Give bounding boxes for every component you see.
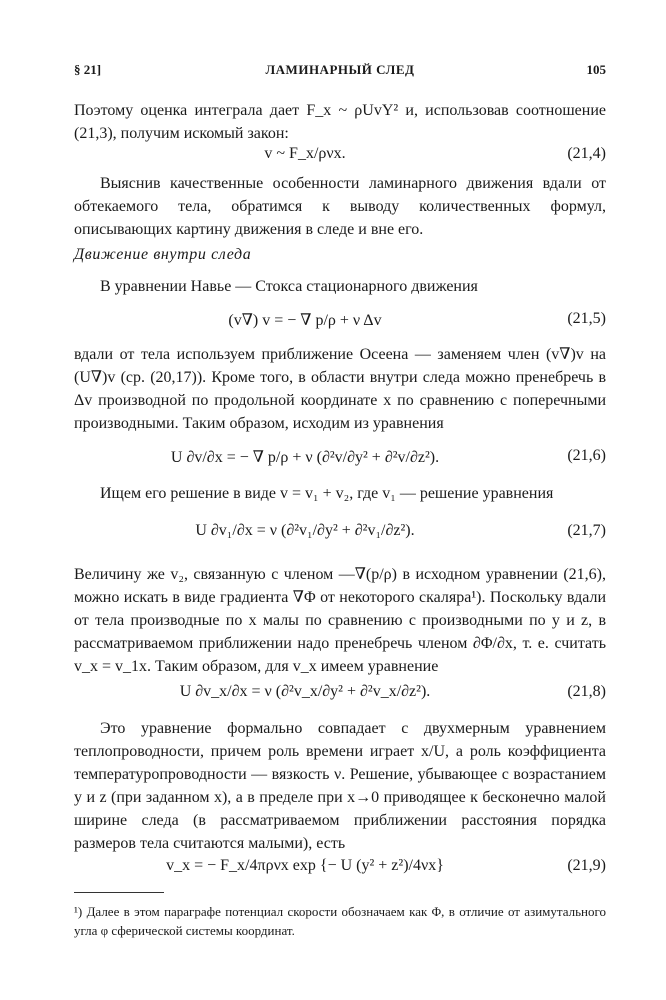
footnote-rule — [74, 892, 164, 893]
equation-21-9 — [74, 857, 606, 887]
equation-number: (21,5) — [567, 310, 606, 327]
equation-body: U ∂v/∂x = − ∇ p/ρ + ν (∂²v/∂y² + ∂²v/∂z²). — [170, 449, 440, 466]
footnote: ¹) Далее в этом параграфе потенциал скорости обозначаем как Φ, в отличие от азимутального угла φ сферической системы координат. — [74, 904, 606, 938]
paragraph-1: Поэтому оценка интеграла дает F_x ~ ρUvY² и, использовав соотношение (21,3), получим искомый закон: — [74, 102, 606, 142]
subheading: Движение внутри следа — [74, 246, 252, 263]
equation-number: (21,7) — [567, 522, 606, 539]
equation-body: U ∂v_x/∂x = ν (∂²v_x/∂y² + ∂²v_x/∂z²). — [179, 683, 431, 700]
running-title: ЛАМИНАРНЫЙ СЛЕД — [265, 62, 415, 77]
section-marker: § 21] — [74, 62, 102, 77]
page-number: 105 — [586, 62, 606, 77]
equation-21-4 — [74, 145, 606, 175]
paragraph-3: В уравнении Навье — Стокса стационарного движения — [100, 278, 478, 295]
paragraph-2: Выяснив качественные особенности ламинарного движения вдали от обтекаемого тела, обратимся к выводу количественных формул, описывающих картину движения в следе и вне его. — [74, 175, 606, 238]
paragraph-4: вдали от тела используем приближение Осеена — заменяем член (v∇)v на (U∇)v (ср. (20,17)). Кроме того, в области внутри следа можно пренебречь в Δv производной по продольной координате x по сравнению с поперечными производными. Таким образом, исходим из уравнения — [74, 346, 606, 432]
equation-21-7 — [74, 522, 606, 552]
equation-number: (21,6) — [567, 447, 606, 464]
paragraph-5: Ищем его решение в виде v = v₁ + v₂, где v₁ — решение уравнения — [100, 485, 554, 502]
equation-body: v_x = − F_x/4πρνx exp {− U (y² + z²)/4νx} — [166, 857, 444, 874]
equation-body: v ~ F_x/ρνx. — [264, 145, 346, 162]
equation-21-6 — [74, 447, 606, 477]
equation-body: (v∇) v = − ∇ p/ρ + ν Δv — [228, 312, 382, 329]
paragraph-7: Это уравнение формально совпадает с двухмерным уравнением теплопроводности, причем роль времени играет x/U, а роль коэффициента температуропроводности — вязкость ν. Решение, убывающее с возрастанием y и z (при заданном x), а в пределе при x→0 приводящее к бесконечно малой ширине следа (в рассматриваемом приближении расстояния порядка размеров тела считаются малыми), есть — [74, 720, 606, 852]
equation-number: (21,8) — [567, 683, 606, 700]
equation-21-8 — [74, 683, 606, 713]
running-header — [74, 62, 606, 84]
equation-body: U ∂v₁/∂x = ν (∂²v₁/∂y² + ∂²v₁/∂z²). — [195, 522, 415, 539]
equation-21-5 — [74, 310, 606, 340]
equation-number: (21,9) — [567, 857, 606, 874]
equation-number: (21,4) — [567, 145, 606, 162]
paragraph-6: Величину же v₂, связанную с членом —∇(p/ρ) в исходном уравнении (21,6), можно искать в виде градиента ∇Φ от некоторого скаляра¹). Поскольку вдали от тела производные по x малы по сравнению с производными по y и z, в рассматриваемом приближении надо пренебречь членом ∂Φ/∂x, т. е. считать v_x = v_1x. Таким образом, для v_x имеем уравнение — [74, 566, 606, 675]
